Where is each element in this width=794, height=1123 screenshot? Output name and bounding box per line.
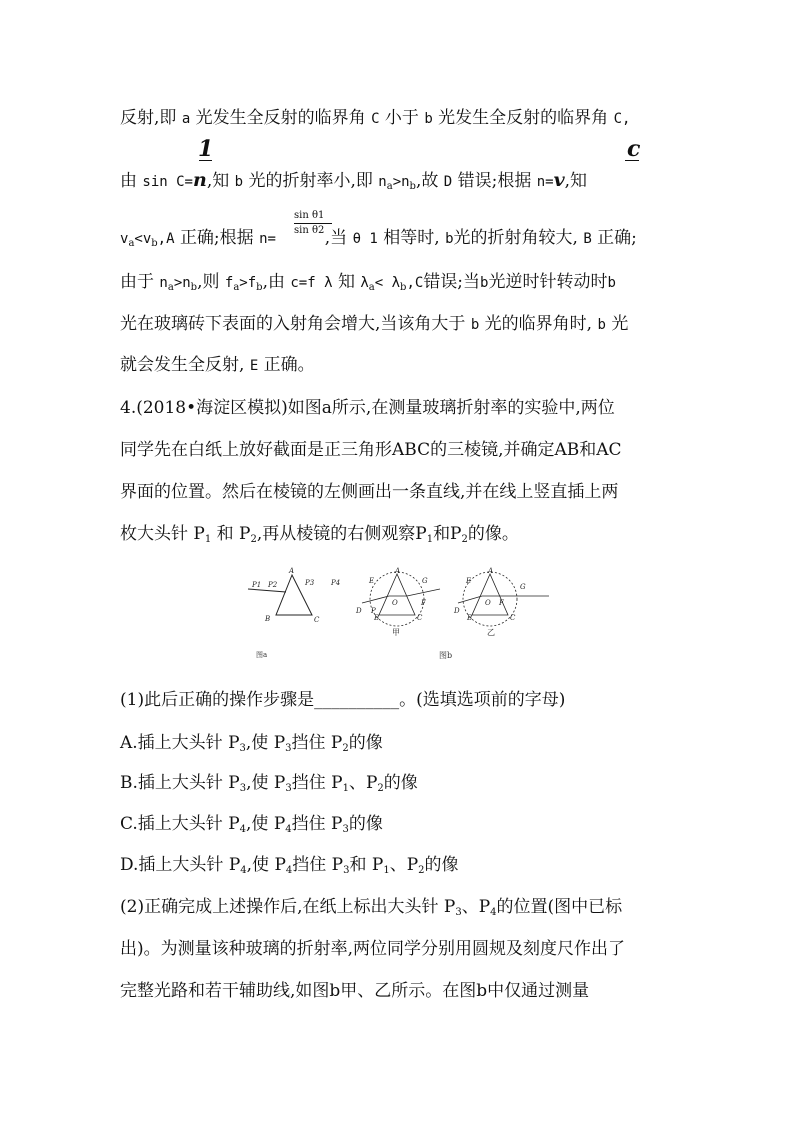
text: ,当	[324, 228, 348, 248]
text: b	[597, 317, 606, 333]
text: 挡住 P	[291, 773, 343, 793]
text: 3	[239, 743, 246, 754]
text: a	[386, 181, 393, 192]
fraction-bar	[294, 223, 332, 224]
paragraph-line-2	[120, 170, 587, 197]
text: A.插上大头针 P	[120, 733, 240, 753]
option-c	[120, 814, 383, 840]
label-O: O	[485, 599, 491, 607]
text: ,使 P	[246, 855, 286, 875]
text: ,由	[262, 272, 285, 292]
text: >n	[392, 174, 410, 190]
text: E	[249, 358, 259, 374]
text: a	[167, 282, 174, 293]
text: c=f λ	[290, 275, 333, 291]
fraction-denominator-sin: sin θ2	[294, 225, 325, 236]
text: 光	[611, 314, 629, 334]
text: 2	[377, 783, 384, 794]
text: <v	[134, 231, 152, 247]
label-E: E	[466, 577, 472, 585]
text: 3	[285, 783, 292, 794]
text: 和P	[433, 524, 462, 544]
text: v	[553, 169, 565, 191]
text: 4	[490, 907, 497, 918]
option-d	[120, 855, 459, 881]
paragraph-line-6	[120, 355, 315, 376]
label-G: G	[520, 583, 526, 591]
text: C	[371, 111, 380, 127]
label-P3: P3	[305, 579, 315, 587]
text: b	[190, 282, 198, 293]
text: 4	[285, 824, 292, 835]
text: < λ	[374, 275, 401, 291]
text: 、P	[389, 855, 419, 875]
text: 的像	[348, 814, 383, 834]
label-P2: P2	[268, 581, 278, 589]
text: n=	[259, 231, 276, 247]
fraction-numerator-sin: sin θ1	[294, 210, 325, 221]
label-C: C	[314, 616, 320, 624]
text: 光发生全反射的临界角	[438, 108, 609, 128]
text: 小于	[384, 108, 419, 128]
text: ,C	[406, 275, 424, 291]
label-P: P	[371, 607, 376, 615]
paragraph-line-4	[120, 272, 616, 298]
label-F: F	[499, 599, 504, 607]
label-C: C	[510, 614, 516, 622]
text: b	[480, 275, 489, 291]
text: 错误;当	[423, 272, 481, 292]
label-P1: P1	[252, 581, 262, 589]
text: 3	[342, 824, 349, 835]
text: b	[424, 111, 433, 127]
text: 挡住 P	[292, 855, 344, 875]
text: 由于	[120, 272, 154, 292]
text: n	[378, 174, 387, 190]
label-B: B	[374, 614, 380, 622]
text: 2	[250, 534, 257, 545]
text: 反射,即	[120, 108, 177, 128]
text: 4	[240, 865, 247, 876]
text: b	[409, 181, 416, 192]
text: a	[368, 282, 375, 293]
text: n=	[536, 174, 554, 190]
text: sin C=	[142, 174, 193, 190]
text: 正确;	[597, 228, 637, 248]
text: θ 1	[352, 231, 378, 247]
label-P4: P4	[331, 579, 341, 587]
label-jia: 甲	[392, 628, 400, 637]
text: 2	[342, 743, 349, 754]
figure-b-jia	[352, 565, 447, 637]
fraction-bar	[625, 160, 639, 161]
label-O: O	[392, 599, 398, 607]
text: 2	[461, 534, 468, 545]
text: C.插上大头针 P	[120, 814, 240, 834]
text: 3	[239, 783, 247, 794]
text: 挡住 P	[291, 733, 343, 753]
label-G: G	[422, 577, 428, 585]
text: ,使 P	[245, 733, 286, 753]
label-D: D	[356, 607, 362, 615]
text: 1	[383, 865, 390, 876]
text: 和 P	[216, 524, 251, 544]
fraction-numerator-2: c	[627, 136, 641, 162]
text: 2	[418, 865, 425, 876]
text: 1	[342, 783, 349, 794]
text: 1	[204, 534, 212, 545]
text: B.插上大头针 P	[120, 773, 240, 793]
text: ,知	[564, 171, 588, 191]
text: 光逆时针转动时	[488, 272, 608, 292]
text: 3	[455, 907, 462, 918]
text: 1	[426, 534, 434, 545]
text: b	[256, 282, 263, 293]
text: 和 P	[349, 855, 384, 875]
text: b	[607, 275, 616, 291]
text: 的像	[348, 733, 383, 753]
question-part-1: (1)此后正确的操作步骤是__________。(选填选项前的字母)	[120, 690, 566, 710]
text: n	[159, 275, 168, 291]
text: ,再从棱镜的右侧观察P	[256, 524, 427, 544]
text: b	[470, 317, 480, 333]
question-part-2-line-2: 出)。为测量该种玻璃的折射率,两位同学分别用圆规及刻度尺作出了	[120, 939, 626, 959]
text: 正确。	[263, 355, 315, 375]
text: 光的临界角时,	[484, 314, 593, 334]
paragraph-line-5	[120, 314, 628, 335]
text: a	[128, 238, 135, 249]
text: ,则	[197, 272, 220, 292]
text: ,A	[157, 231, 175, 247]
text: D.插上大头针 P	[120, 855, 241, 875]
text: 光在玻璃砖下表面的入射角会增大,当该角大于	[120, 314, 466, 334]
text: b	[151, 238, 158, 249]
label-B: B	[467, 614, 473, 622]
text: b	[400, 282, 407, 293]
text: 的像。	[467, 524, 519, 544]
text: C,	[613, 111, 631, 127]
text: f	[224, 275, 234, 291]
paragraph-line-1	[120, 108, 630, 129]
question-line-1: 4.(2018•海淀区模拟)如图a所示,在测量玻璃折射率的实验中,两位	[120, 398, 615, 418]
text: 枚大头针 P	[120, 524, 205, 544]
text: 3	[343, 865, 350, 876]
fraction-bar	[199, 160, 212, 161]
text: ,故	[415, 171, 439, 191]
label-A: A	[488, 567, 494, 575]
text: 光发生全反射的临界角	[195, 108, 366, 128]
text: 4	[239, 824, 247, 835]
caption-figure-a: 图a	[256, 651, 268, 659]
prism-triangle	[379, 574, 415, 615]
text: 3	[285, 743, 292, 754]
label-C: C	[417, 614, 423, 622]
paragraph-line-3	[120, 228, 637, 254]
option-b	[120, 773, 418, 799]
figure-a	[246, 565, 346, 660]
label-D: D	[454, 607, 460, 615]
text: λ	[360, 275, 369, 291]
fraction-numerator-1: 1	[198, 136, 214, 162]
light-ray	[248, 589, 286, 592]
text: 、P	[461, 897, 491, 917]
text: >n	[173, 275, 191, 291]
text: a	[181, 111, 191, 127]
label-yi: 乙	[487, 628, 495, 637]
label-A: A	[289, 567, 295, 575]
question-part-2-line-3: 完整光路和若干辅助线,如图b甲、乙所示。在图b中仅通过测量	[120, 981, 590, 1001]
text: 、P	[348, 773, 378, 793]
text: ,使 P	[246, 814, 286, 834]
text: >f	[239, 275, 257, 291]
text: ,知	[206, 171, 230, 191]
caption-figure-b: 图b	[439, 651, 453, 660]
text: b	[234, 174, 244, 190]
text: 光的折射角较大,	[453, 228, 578, 248]
question-line-2: 同学先在白纸上放好截面是正三角形ABC的三棱镜,并确定AB和AC	[120, 440, 622, 460]
label-F: F	[421, 599, 426, 607]
option-a	[120, 733, 383, 759]
text: 由	[120, 171, 137, 191]
text: 的像	[383, 773, 418, 793]
text: 就会发生全反射,	[120, 355, 245, 375]
text: ,使 P	[246, 773, 286, 793]
label-E: E	[369, 577, 375, 585]
text: 4	[285, 865, 293, 876]
text: B	[583, 231, 592, 247]
text: 知	[337, 272, 355, 292]
text: a	[233, 282, 240, 293]
text: D	[443, 174, 453, 190]
label-A: A	[395, 567, 401, 575]
text: v	[120, 231, 129, 247]
label-B: B	[265, 615, 271, 623]
question-part-2-line-1	[120, 897, 622, 923]
text: 的像	[424, 855, 459, 875]
text: 错误;根据	[457, 171, 532, 191]
text: 正确;根据	[179, 228, 254, 248]
question-line-3: 界面的位置。然后在棱镜的左侧画出一条直线,并在线上竖直插上两	[120, 482, 619, 502]
figure-b-yi	[452, 565, 552, 637]
text: 光的折射率小,即	[248, 171, 373, 191]
text: n	[192, 169, 207, 191]
prism-triangle	[472, 574, 508, 615]
text: (2)正确完成上述操作后,在纸上标出大头针 P	[120, 897, 456, 917]
text: 挡住 P	[291, 814, 343, 834]
question-line-4	[120, 524, 519, 550]
text: b	[445, 231, 454, 247]
text: 相等时,	[383, 228, 440, 248]
text: 的位置(图中已标	[496, 897, 623, 917]
